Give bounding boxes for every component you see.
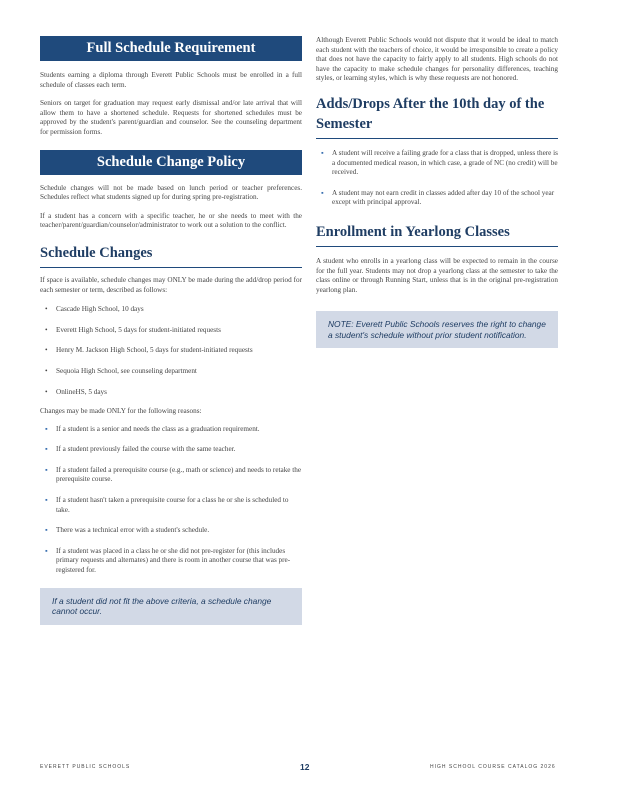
full-schedule-para-2: Seniors on target for graduation may request early dismissal and/or late arrival that will allow them to have a shortened schedule. Requests for shortened schedules must be approved by the student's parent/guardian and counselor. See the counseling department for permission forms. (40, 99, 302, 136)
schedule-changes-heading: Schedule Changes (40, 243, 302, 268)
yearlong-heading: Enrollment in Yearlong Classes (316, 222, 558, 247)
schedule-change-note: If a student did not fit the above criteria, a schedule change cannot occur. (40, 588, 302, 625)
bullet-icon: ▪ (45, 526, 48, 535)
policy-para-1: Schedule changes will not be made based on lunch period or teacher preferences. Schedules reflect what students signed up for during spring pre-registration. (40, 183, 302, 202)
bullet-icon: ▪ (321, 148, 324, 157)
yearlong-para: A student who enrolls in a yearlong class will be expected to remain in the course for the full year. Students may not drop a yearlong class at the semester to take the class online or through Running Start, unless that is in the original pre-registration yearlong plan. (316, 256, 558, 294)
adds-drops-heading: Adds/Drops After the 10th day of the Semester (316, 94, 558, 139)
bullet-icon: • (45, 346, 48, 355)
reasons-intro: Changes may be made ONLY for the following reasons: (40, 407, 202, 416)
footer-catalog: HIGH SCHOOL COURSE CATALOG 2026 (430, 764, 556, 770)
left-column (40, 36, 302, 625)
full-schedule-para-1: Students earning a diploma through Everett Public Schools must be enrolled in a full schedule of classes each term. (40, 71, 302, 89)
bullet-icon: • (45, 387, 48, 396)
page-number: 12 (300, 762, 310, 772)
adds-drops-item: ▪ A student will receive a failing grade for a class that is dropped, unless there is a documented medical reason, in which case, a grade of NC (no credit) will be received. (321, 148, 558, 177)
reason-item: ▪ If a student is a senior and needs the class as a graduation requirement. (45, 424, 260, 433)
bullet-icon: ▪ (45, 424, 48, 433)
school-item: • OnlineHS, 5 days (45, 387, 107, 396)
bullet-icon: • (45, 366, 48, 375)
school-item: • Sequoia High School, see counseling department (45, 366, 197, 375)
school-item: • Everett High School, 5 days for student-initiated requests (45, 325, 221, 334)
bullet-icon: • (45, 325, 48, 334)
footer-district: EVERETT PUBLIC SCHOOLS (40, 764, 131, 770)
right-intro-para: Although Everett Public Schools would not dispute that it would be ideal to match each student with the teachers of choice, it would be irresponsible to create a policy that does not have the capacity to fairly apply to all students. High schools do not have the capacity to make schedule changes for personality differences, teaching styles, or learning styles, which is why these requests are not honored. (316, 36, 558, 83)
bullet-icon: ▪ (45, 465, 48, 474)
bullet-icon: ▪ (45, 445, 48, 454)
school-item: • Cascade High School, 10 days (45, 305, 144, 314)
reason-item: ▪ If a student hasn't taken a prerequisite course for a class he or she is scheduled to take. (45, 496, 289, 514)
adds-drops-item: ▪ A student may not earn credit in classes added after day 10 of the school year except with principal approval. (321, 188, 555, 207)
reason-item: ▪ If a student was placed in a class he or she did not pre-register for (this includes primary requests and alternates) and there is room in another course that was pre-registered for. (45, 546, 291, 575)
school-item: • Henry M. Jackson High School, 5 days for student-initiated requests (45, 346, 253, 355)
bullet-icon: ▪ (321, 188, 324, 197)
reason-item: ▪ If a student failed a prerequisite course (e.g., math or science) and needs to retake the prerequisite course. (45, 465, 302, 484)
bullet-icon: ▪ (45, 496, 48, 505)
reserves-right-note: NOTE: Everett Public Schools reserves the right to change a student's schedule without prior student notification. (316, 311, 558, 348)
schedule-change-policy-heading: Schedule Change Policy (40, 150, 302, 175)
full-schedule-heading: Full Schedule Requirement (40, 36, 302, 61)
bullet-icon: • (45, 305, 48, 314)
bullet-icon: ▪ (45, 546, 48, 555)
policy-para-2: If a student has a concern with a specific teacher, he or she needs to meet with the teacher/parent/guardian/counselor/administrator to work out a solution to the conflict. (40, 211, 302, 230)
right-column (316, 36, 558, 348)
reason-item: ▪ There was a technical error with a student's schedule. (45, 526, 210, 535)
reason-item: ▪ If a student previously failed the course with the same teacher. (45, 445, 236, 454)
schedule-changes-intro: If space is available, schedule changes may ONLY be made during the add/drop period for each semester or term, described as follows: (40, 275, 302, 294)
